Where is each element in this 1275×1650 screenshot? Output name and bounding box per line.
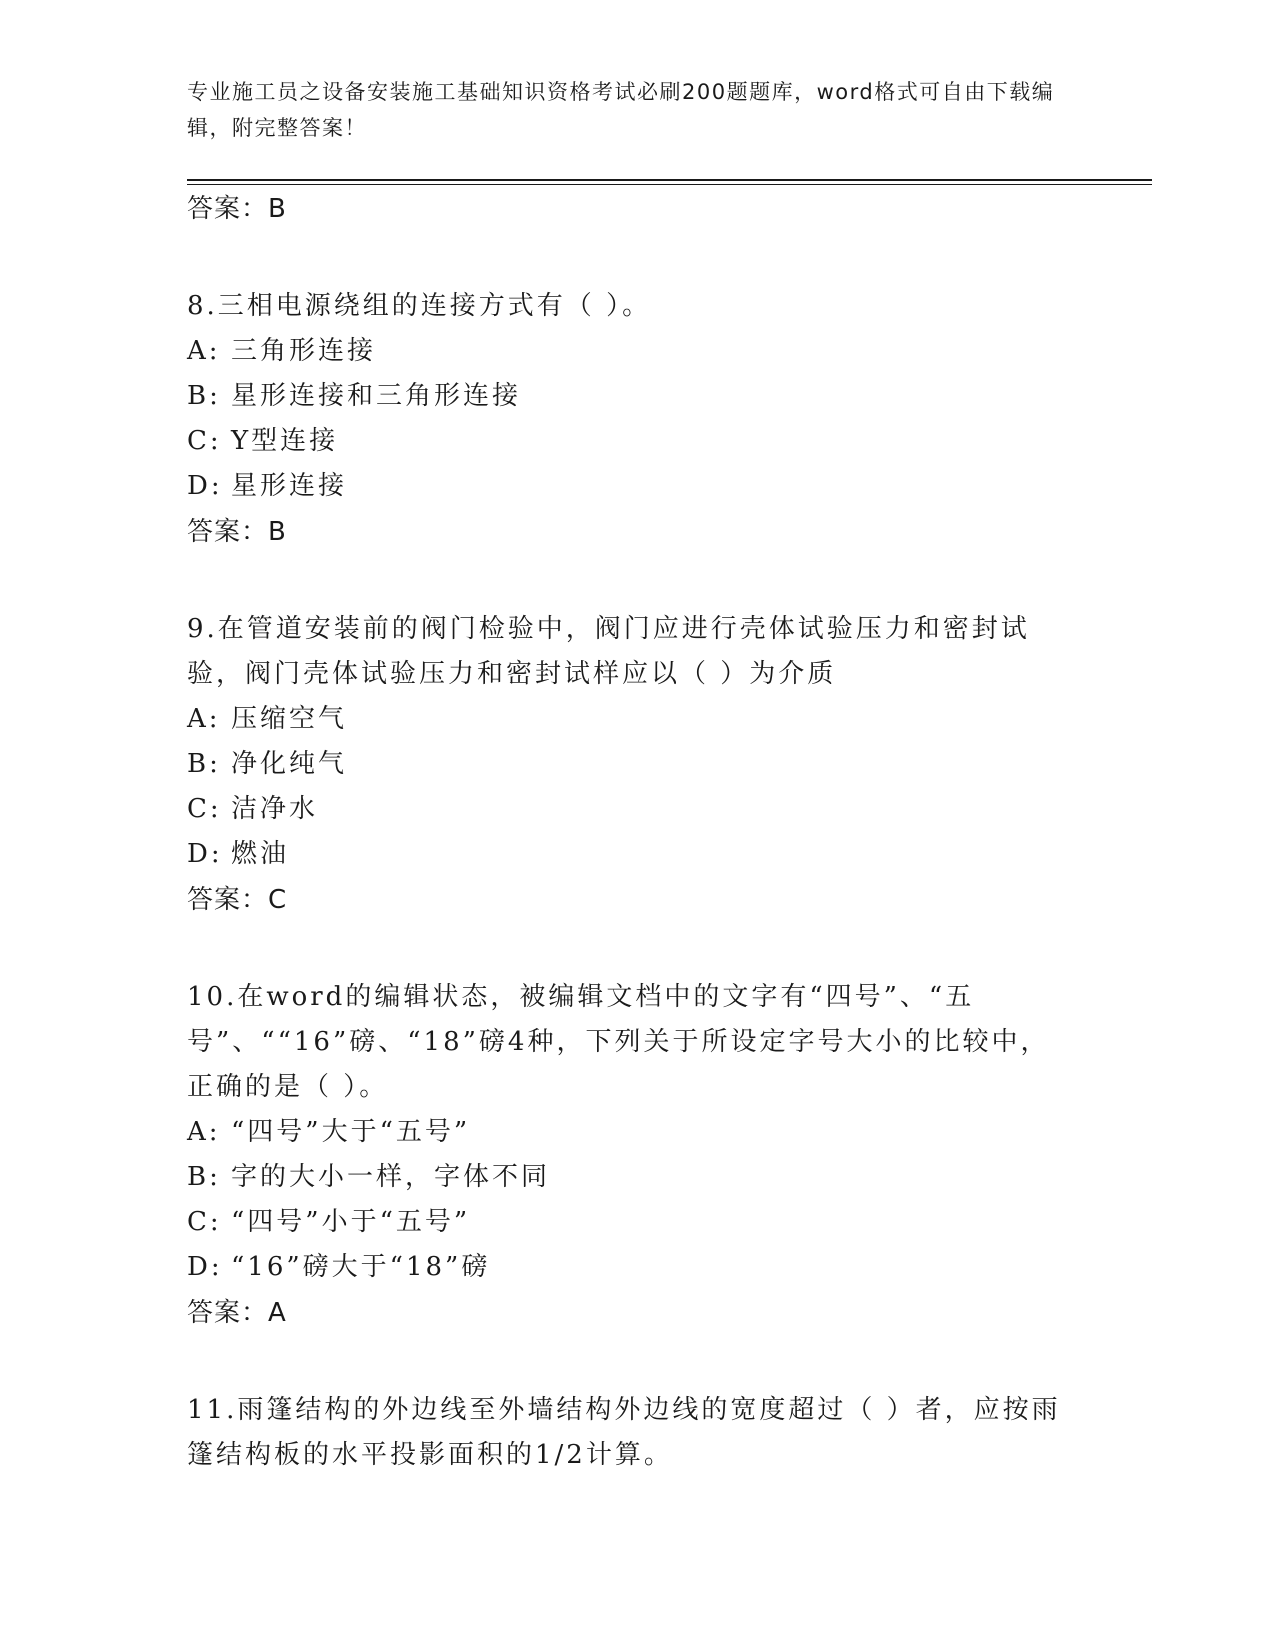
answer-label: 答案：B [187, 517, 287, 547]
option-text: 星形连接 [231, 471, 348, 501]
option-letter: A: [187, 1117, 221, 1147]
option-text: 燃油 [231, 839, 290, 869]
option-text: 星形连接和三角形连接 [231, 381, 522, 411]
document-body [187, 186, 1067, 1530]
option-b [187, 1155, 1067, 1200]
option-letter: C: [187, 426, 222, 456]
document-header-title: 专业施工员之设备安装施工基础知识资格考试必刷200题题库，word格式可自由下载编辑，附完整答案！ [187, 80, 1055, 140]
option-c [187, 787, 1067, 832]
option-letter: D: [187, 839, 223, 869]
question-9 [187, 607, 1067, 923]
option-text: 压缩空气 [231, 704, 348, 734]
option-text: “16”磅大于“18”磅 [231, 1252, 491, 1282]
option-d [187, 1245, 1067, 1290]
answer-label: 答案：C [187, 885, 288, 915]
option-c [187, 1200, 1067, 1245]
question-8 [187, 284, 1067, 555]
question-10 [187, 975, 1067, 1336]
question-text: 9.在管道安装前的阀门检验中，阀门应进行壳体试验压力和密封试验，阀门壳体试验压力和密封试样应以（ ）为介质 [187, 614, 1030, 689]
option-d [187, 464, 1067, 509]
option-letter: B: [187, 1162, 221, 1192]
header-divider-thin [187, 184, 1152, 185]
question-text: 10.在word的编辑状态，被编辑文档中的文字有“四号”、“五号”、““16”磅、“18”磅4种，下列关于所设定字号大小的比较中，正确的是（ ）。 [187, 982, 1050, 1102]
option-letter: D: [187, 471, 223, 501]
option-letter: C: [187, 1207, 222, 1237]
option-b [187, 742, 1067, 787]
question-text: 11.雨篷结构的外边线至外墙结构外边线的宽度超过（ ）者，应按雨篷结构板的水平投影面积的1/2计算。 [187, 1395, 1061, 1470]
question-11 [187, 1388, 1067, 1478]
option-text: 洁净水 [231, 794, 319, 824]
header-divider-thick [187, 179, 1152, 181]
option-a [187, 697, 1067, 742]
option-a [187, 329, 1067, 374]
option-letter: B: [187, 381, 221, 411]
option-letter: A: [187, 704, 221, 734]
answer-label: 答案：A [187, 1298, 287, 1328]
option-letter: B: [187, 749, 221, 779]
option-b [187, 374, 1067, 419]
option-d [187, 832, 1067, 877]
option-text: 净化纯气 [231, 749, 348, 779]
previous-answer: 答案：B [187, 194, 287, 224]
option-text: “四号”大于“五号” [231, 1117, 471, 1147]
option-text: 三角形连接 [231, 336, 377, 366]
option-c [187, 419, 1067, 464]
option-text: Y型连接 [231, 426, 339, 456]
question-text: 8.三相电源绕组的连接方式有（ ）。 [187, 291, 652, 321]
option-text: “四号”小于“五号” [231, 1207, 471, 1237]
option-letter: D: [187, 1252, 223, 1282]
option-letter: C: [187, 794, 222, 824]
option-text: 字的大小一样，字体不同 [231, 1162, 551, 1192]
option-a [187, 1110, 1067, 1155]
option-letter: A: [187, 336, 221, 366]
